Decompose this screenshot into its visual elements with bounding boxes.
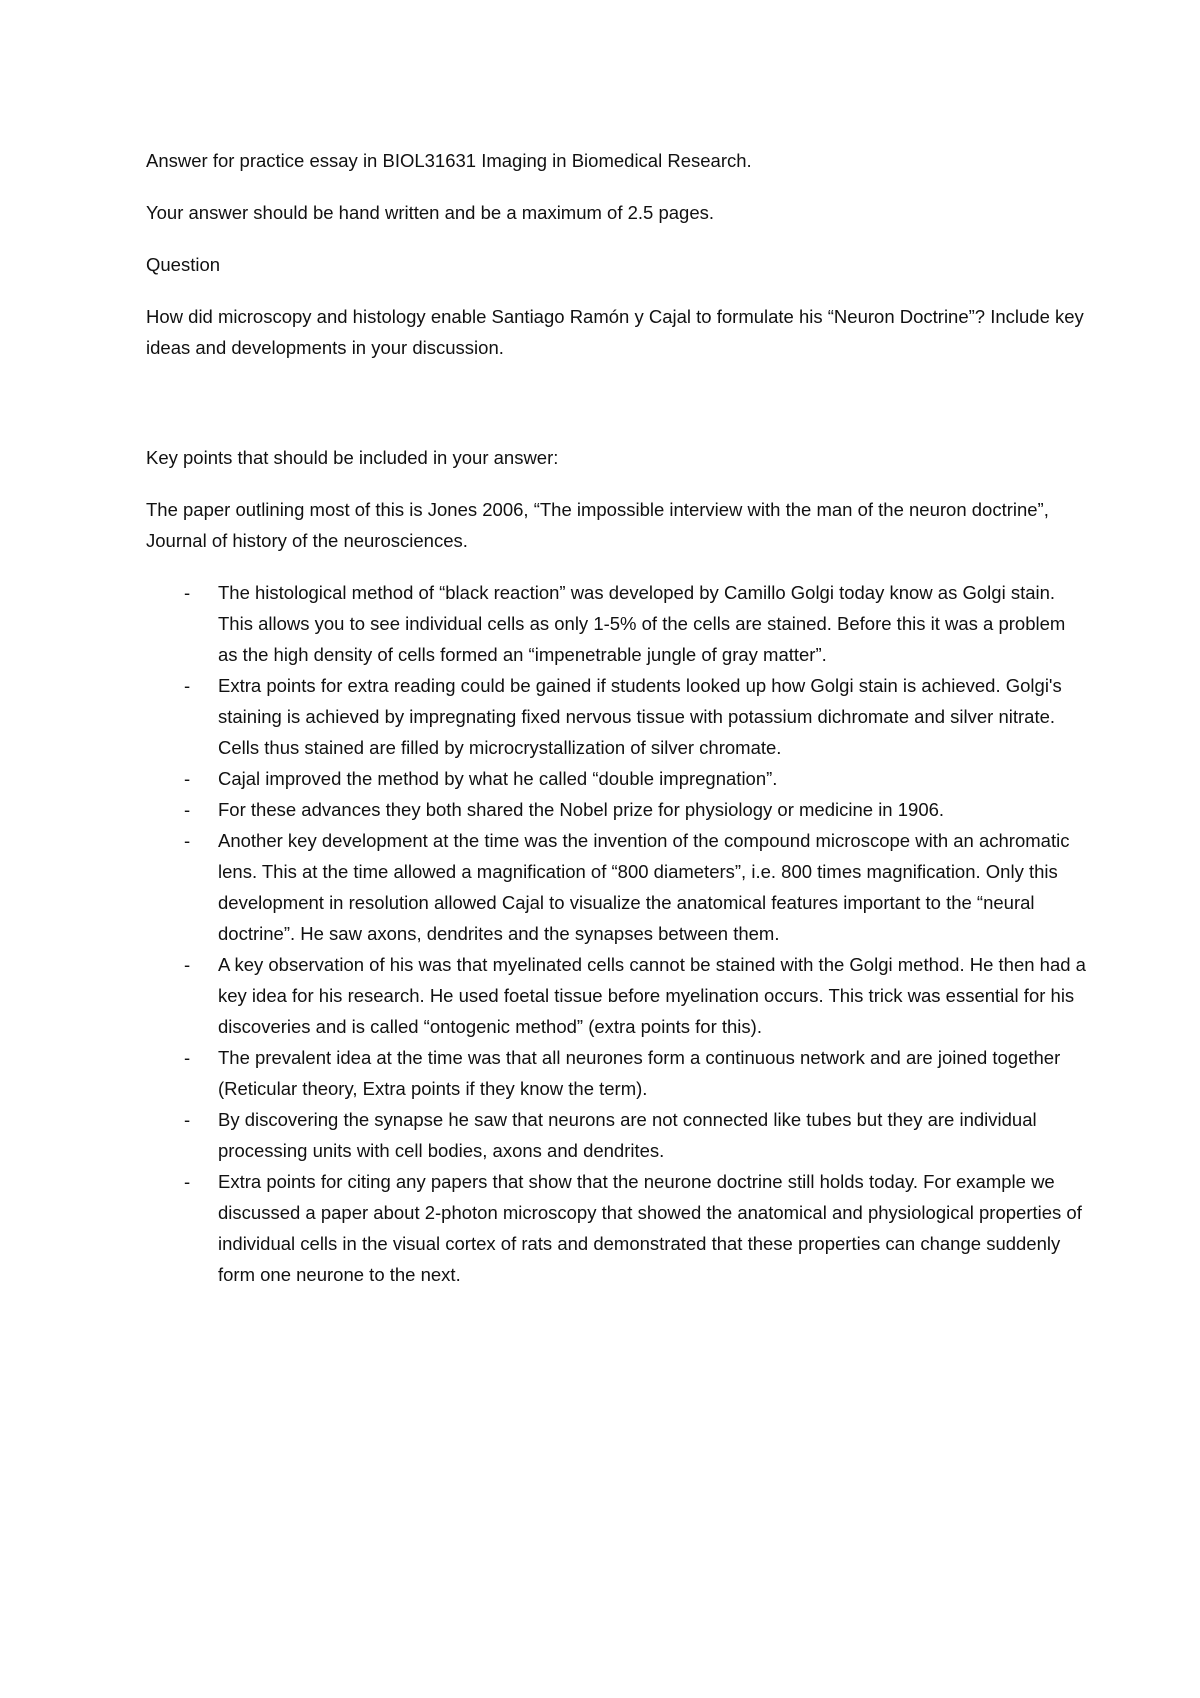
list-item — [146, 794, 1086, 825]
document-page — [146, 145, 1086, 1290]
list-item — [146, 825, 1086, 949]
list-item-text: A key observation of his was that myelinated cells cannot be stained with the Golgi method. He then had a key idea for his research. He used foetal tissue before myelination occurs. This trick was essential for his discoveries and is called “ontogenic method” (extra points for this). — [218, 954, 1086, 1037]
list-item-text: Cajal improved the method by what he called “double impregnation”. — [218, 768, 778, 789]
bullet-dash: - — [184, 1171, 191, 1192]
bullet-dash: - — [184, 1047, 191, 1068]
bullet-dash: - — [184, 582, 191, 603]
list-item-text: Extra points for extra reading could be gained if students looked up how Golgi stain is achieved. Golgi's staining is achieved by impregnating fixed nervous tissue with potassium dichromate and silver nitrate. Cells thus stained are filled by microcrystallization of silver chromate. — [218, 675, 1062, 758]
question-label: Question — [146, 254, 221, 275]
list-item — [146, 1042, 1086, 1104]
list-item-text: Another key development at the time was the invention of the compound microscope with an achromatic lens. This at the time allowed a magnification of “800 diameters”, i.e. 800 times magnification. Only this development in resolution allowed Cajal to visualize the anatomical features important to the “neural doctrine”. He saw axons, dendrites and the synapses between them. — [218, 830, 1070, 944]
bullet-dash: - — [184, 1109, 191, 1130]
list-item-text: Extra points for citing any papers that show that the neurone doctrine still holds today. For example we discussed a paper about 2-photon microscopy that showed the anatomical and physiological properties of individual cells in the visual cortex of rats and demonstrated that these properties can change suddenly form one neurone to the next. — [218, 1171, 1082, 1285]
question-text: How did microscopy and histology enable Santiago Ramón y Cajal to formulate his “Neuron Doctrine”? Include key ideas and developments in your discussion. — [146, 306, 1084, 358]
instruction-text: Your answer should be hand written and be a maximum of 2.5 pages. — [146, 202, 715, 223]
title-line: Answer for practice essay in BIOL31631 Imaging in Biomedical Research. — [146, 150, 752, 171]
list-item — [146, 577, 1086, 670]
list-item-text: The prevalent idea at the time was that all neurones form a continuous network and are joined together (Reticular theory, Extra points if they know the term). — [218, 1047, 1061, 1099]
key-points-list — [146, 577, 1086, 1290]
key-points-intro: The paper outlining most of this is Jones 2006, “The impossible interview with the man of the neuron doctrine”, Journal of history of the neurosciences. — [146, 499, 1049, 551]
bullet-dash: - — [184, 830, 191, 851]
list-item — [146, 670, 1086, 763]
section-spacer — [146, 384, 1086, 442]
key-points-heading: Key points that should be included in your answer: — [146, 447, 559, 468]
list-item-text: The histological method of “black reaction” was developed by Camillo Golgi today know as Golgi stain. This allows you to see individual cells as only 1-5% of the cells are stained. Before this it was a problem as the high density of cells formed an “impenetrable jungle of gray matter”. — [218, 582, 1066, 665]
bullet-dash: - — [184, 799, 191, 820]
list-item — [146, 1166, 1086, 1290]
list-item-text: By discovering the synapse he saw that neurons are not connected like tubes but they are individual processing units with cell bodies, axons and dendrites. — [218, 1109, 1037, 1161]
bullet-dash: - — [184, 768, 191, 789]
list-item-text: For these advances they both shared the Nobel prize for physiology or medicine in 1906. — [218, 799, 945, 820]
list-item — [146, 1104, 1086, 1166]
bullet-dash: - — [184, 675, 191, 696]
list-item — [146, 763, 1086, 794]
list-item — [146, 949, 1086, 1042]
bullet-dash: - — [184, 954, 191, 975]
